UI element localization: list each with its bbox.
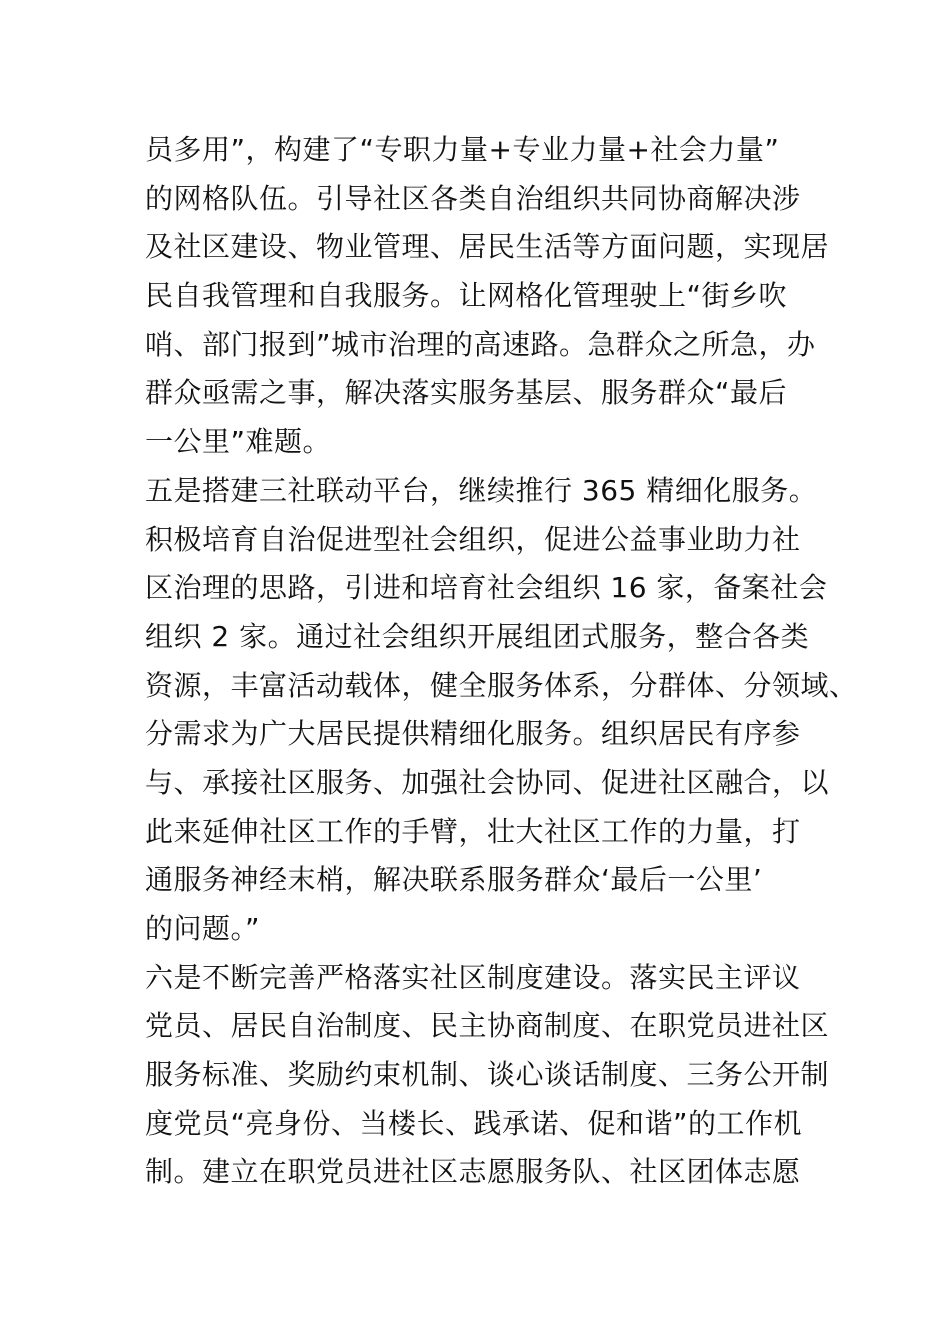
text-line: 党员、居民自治制度、民主协商制度、在职党员进社区: [145, 1009, 830, 1043]
text-line: 员多用”，构建了“专职力量+专业力量+社会力量”: [145, 133, 780, 166]
text-line: 资源，丰富活动载体，健全服务体系，分群体、分领域、: [145, 668, 858, 702]
text-line: 六是不断完善严格落实社区制度建设。落实民主评议: [145, 960, 801, 994]
text-line: 哨、部门报到”城市治理的高速路。急群众之所急，办: [145, 327, 816, 361]
text-line: 制。建立在职党员进社区志愿服务队、社区团体志愿: [145, 1155, 801, 1189]
text-line: 区治理的思路，引进和培育社会组织 16 家，备案社会: [145, 571, 828, 605]
text-line: 群众亟需之事，解决落实服务基层、服务群众“最后: [145, 376, 788, 410]
text-line: 及社区建设、物业管理、居民生活等方面问题，实现居: [145, 230, 830, 264]
text-line: 通服务神经末梢，解决联系服务群众‘最后一公里’: [145, 863, 763, 897]
text-line: 民自我管理和自我服务。让网格化管理驶上“街乡吹: [145, 279, 788, 313]
text-line: 五是搭建三社联动平台，继续推行 365 精细化服务。: [145, 473, 818, 507]
text-line: 的问题。”: [145, 912, 261, 945]
text-line: 积极培育自治促进型社会组织，促进公益事业助力社: [145, 522, 801, 556]
text-line: 与、承接社区服务、加强社会协同、促进社区融合，以: [145, 765, 830, 799]
text-line: 此来延伸社区工作的手臂，壮大社区工作的力量，打: [145, 814, 801, 848]
text-line: 服务标准、奖励约束机制、谈心谈话制度、三务公开制: [145, 1058, 830, 1092]
text-line: 一公里”难题。: [145, 425, 332, 459]
text-line: 度党员“亮身份、当楼长、践承诺、促和谐”的工作机: [145, 1106, 803, 1140]
text-line: 的网格队伍。引导社区各类自治组织共同协商解决涉: [145, 181, 801, 215]
text-line: 分需求为广大居民提供精细化服务。组织居民有序参: [145, 717, 801, 751]
text-line: 组织 2 家。通过社会组织开展组团式服务，整合各类: [145, 619, 810, 653]
body-text: [145, 126, 858, 1197]
